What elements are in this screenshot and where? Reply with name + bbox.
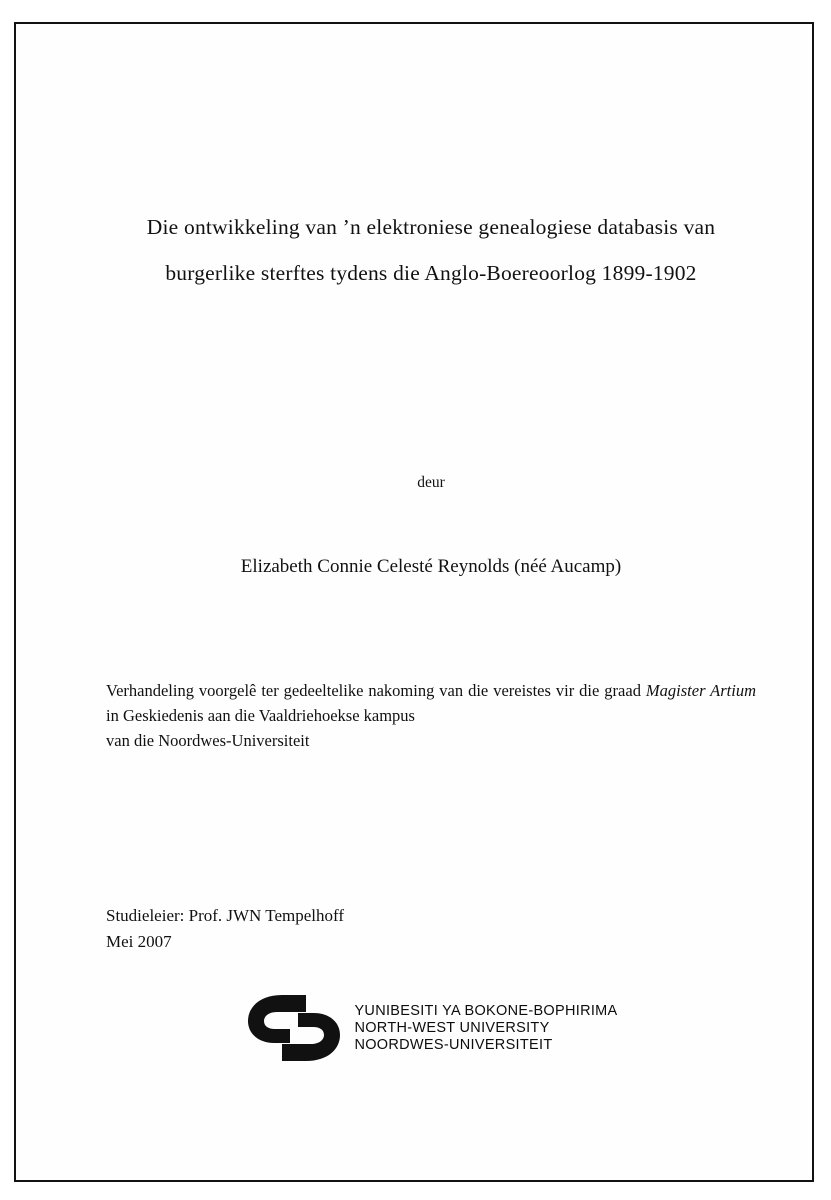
supervisor-block <box>106 903 756 955</box>
logo-line-1: YUNIBESITI YA BOKONE-BOPHIRIMA <box>354 1002 618 1019</box>
submission-text-part2: in Geskiedenis aan die Vaaldriehoekse kampus <box>106 706 415 725</box>
page-title <box>106 204 756 296</box>
date-line: Mei 2007 <box>106 932 172 951</box>
university-logo-text <box>354 1003 617 1054</box>
title-page-content <box>106 204 756 1065</box>
title-line-1: Die ontwikkeling van ’n elektroniese genealogiese databasis van <box>146 215 716 239</box>
title-line-2: burgerlike sterftes tydens die Anglo-Boereoorlog 1899-1902 <box>165 261 697 285</box>
submission-text-part1: Verhandeling voorgelê ter gedeeltelike nakoming van die vereistes vir die graad <box>106 681 646 700</box>
by-label: deur <box>417 474 445 491</box>
nwu-logo-icon <box>244 991 344 1065</box>
degree-name: Magister Artium <box>645 681 756 700</box>
submission-text-part3: van die Noordwes-Universiteit <box>106 731 310 750</box>
logo-line-2: NORTH-WEST UNIVERSITY <box>354 1019 550 1036</box>
supervisor-line: Studieleier: Prof. JWN Tempelhoff <box>106 906 345 925</box>
logo-line-3: NOORDWES-UNIVERSITEIT <box>354 1036 553 1053</box>
page-border <box>14 22 814 1182</box>
submission-statement <box>106 678 756 753</box>
author-name: Elizabeth Connie Celesté Reynolds (néé Aucamp) <box>240 556 622 577</box>
university-logo <box>106 991 756 1065</box>
